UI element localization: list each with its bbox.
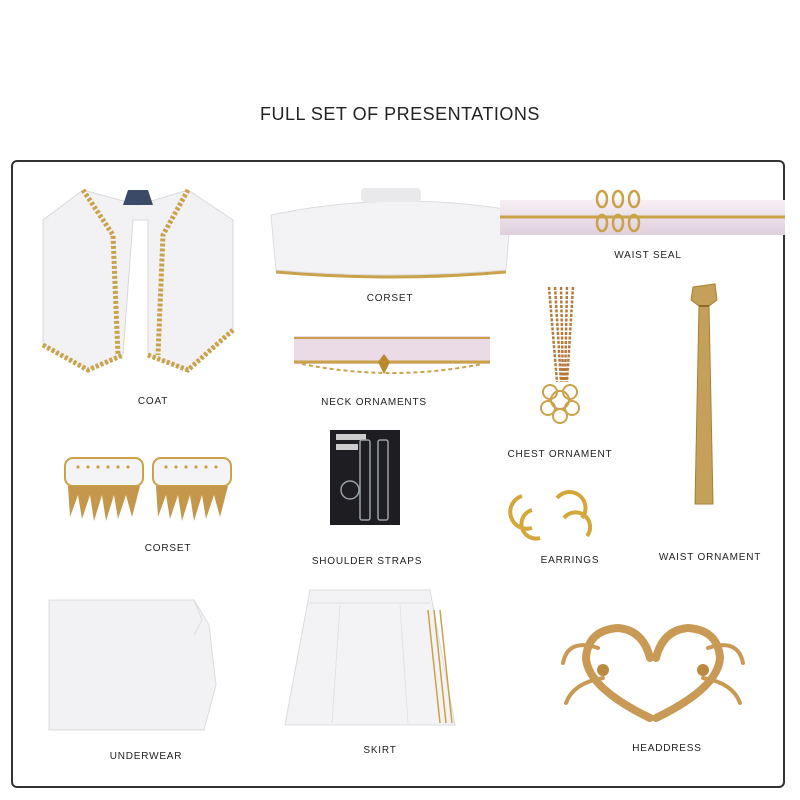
waist-ornament-image (685, 282, 725, 507)
neck-ornaments-image (292, 332, 492, 387)
skirt-label: SKIRT (363, 745, 397, 756)
chest-ornament-label: CHEST ORNAMENT (507, 449, 613, 460)
underwear-image (44, 595, 224, 735)
neck-ornaments-label: NECK ORNAMENTS (321, 397, 427, 408)
headdress-label: HEADDRESS (632, 743, 702, 754)
earrings-image (492, 488, 597, 548)
underwear-label: UNDERWEAR (109, 751, 183, 762)
shoulder-straps-label: SHOULDER STRAPS (311, 556, 423, 567)
corset-bottom-image (60, 455, 240, 525)
waist-seal-label: WAIST SEAL (614, 250, 682, 261)
waist-ornament-label: WAIST ORNAMENT (658, 552, 762, 563)
skirt-image (280, 585, 460, 730)
corset-top-image (266, 185, 516, 285)
earrings-label: EARRINGS (540, 555, 600, 566)
coat-image (38, 180, 238, 380)
shoulder-straps-image (330, 430, 400, 525)
coat-label: COAT (137, 396, 169, 407)
page-title: FULL SET OF PRESENTATIONS (260, 104, 540, 124)
corset-bottom-label: CORSET (144, 543, 192, 554)
headdress-image (558, 618, 748, 728)
waist-seal-image (500, 185, 785, 240)
chest-ornament-image (535, 282, 585, 432)
corset-top-label: CORSET (366, 293, 414, 304)
